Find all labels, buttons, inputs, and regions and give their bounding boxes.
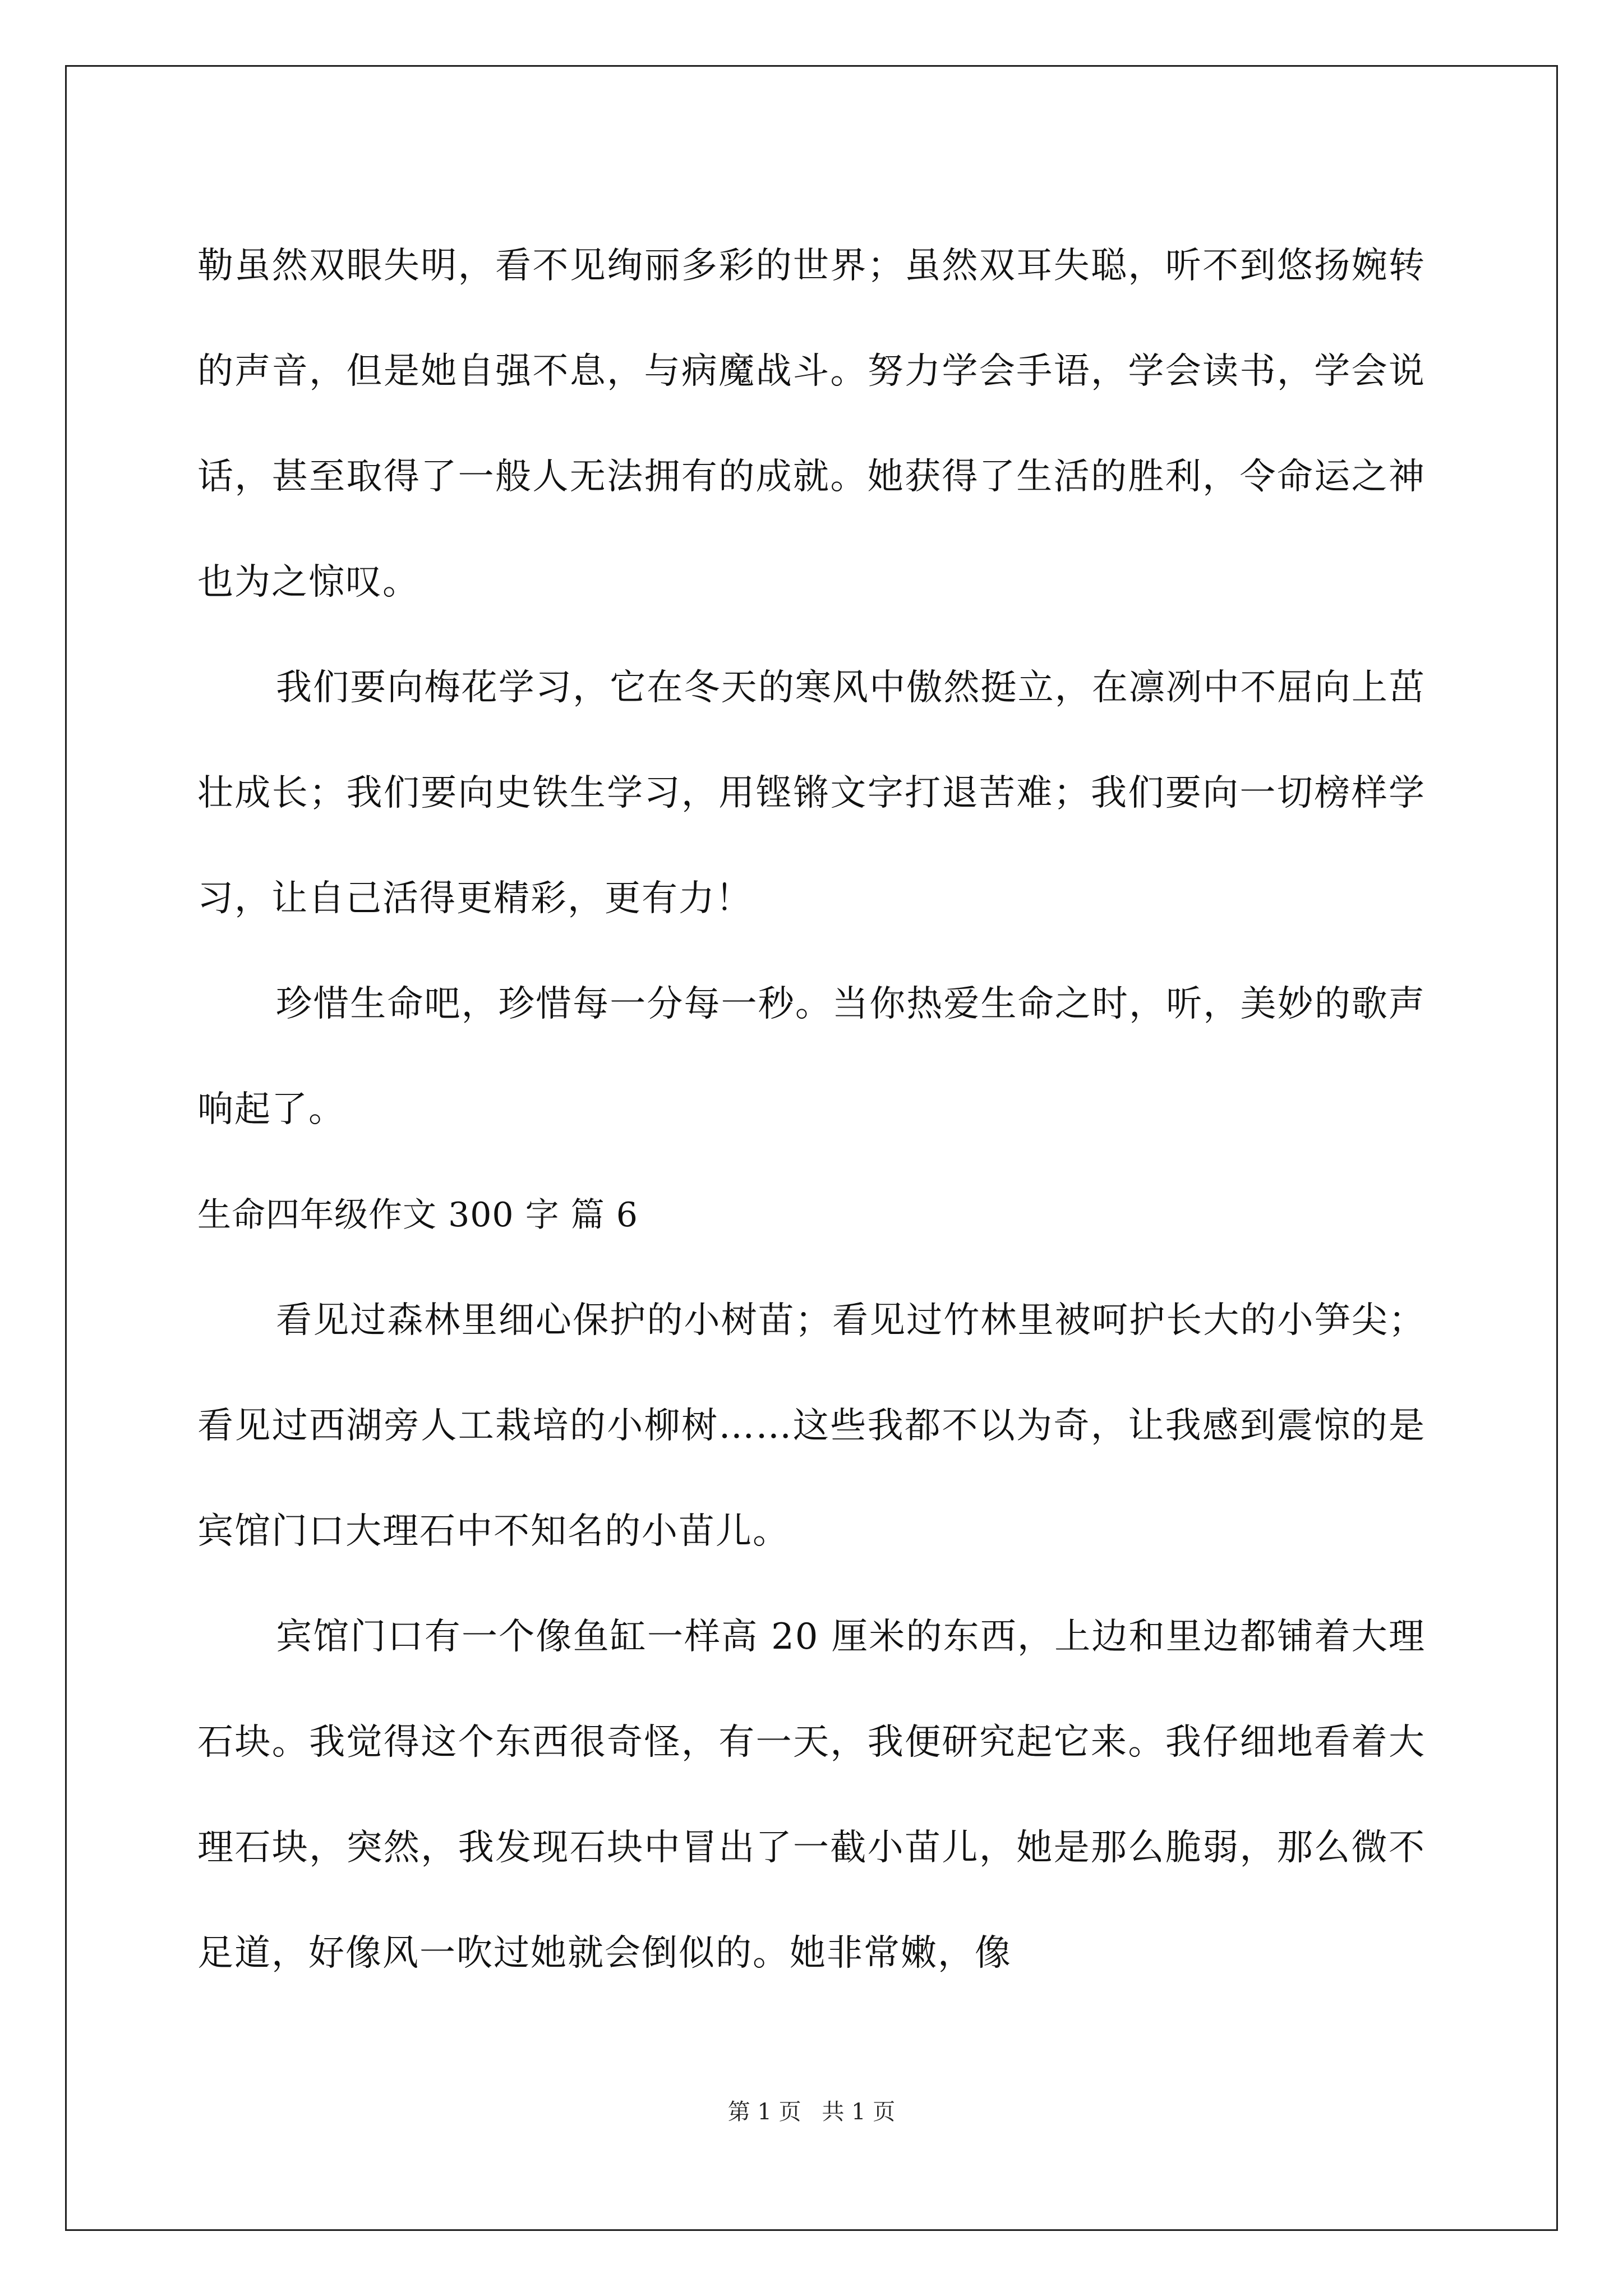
section-heading: 生命四年级作文 300 字 篇 6 [197, 1195, 638, 1235]
paragraph-3: 珍惜生命吧，珍惜每一分每一秒。当你热爱生命之时，听，美妙的歌声响起了。 [197, 983, 1426, 1130]
page-number: 第 1 页 [727, 2099, 801, 2125]
paragraph-5: 宾馆门口有一个像鱼缸一样高 20 厘米的东西，上边和里边都铺着大理石块。我觉得这个东西很奇怪，有一天，我便研究起它来。我仔细地看着大理石块，突然，我发现石块中冒出了一截小苗儿，她是那么脆弱，那么微不足道，好像风一吹过她就会倒似的。她非常嫩，像 [197, 1616, 1426, 1974]
document-body [197, 213, 1426, 2006]
page-total: 共 1 页 [822, 2099, 896, 2125]
paragraph-2: 我们要向梅花学习，它在冬天的寒风中傲然挺立，在凛冽中不屈向上茁壮成长；我们要向史铁生学习，用铿锵文字打退苦难；我们要向一切榜样学习，让自己活得更精彩，更有力！ [197, 667, 1426, 919]
paragraph-4: 看见过森林里细心保护的小树苗；看见过竹林里被呵护长大的小笋尖；看见过西湖旁人工栽培的小柳树……这些我都不以为奇，让我感到震惊的是宾馆门口大理石中不知名的小苗儿。 [197, 1300, 1426, 1552]
paragraph-1: 勒虽然双眼失明，看不见绚丽多彩的世界；虽然双耳失聪，听不到悠扬婉转的声音，但是她自强不息，与病魔战斗。努力学会手语，学会读书，学会说话，甚至取得了一般人无法拥有的成就。她获得了生活的胜利，令命运之神也为之惊叹。 [197, 245, 1426, 603]
page-footer [0, 2095, 1623, 2129]
